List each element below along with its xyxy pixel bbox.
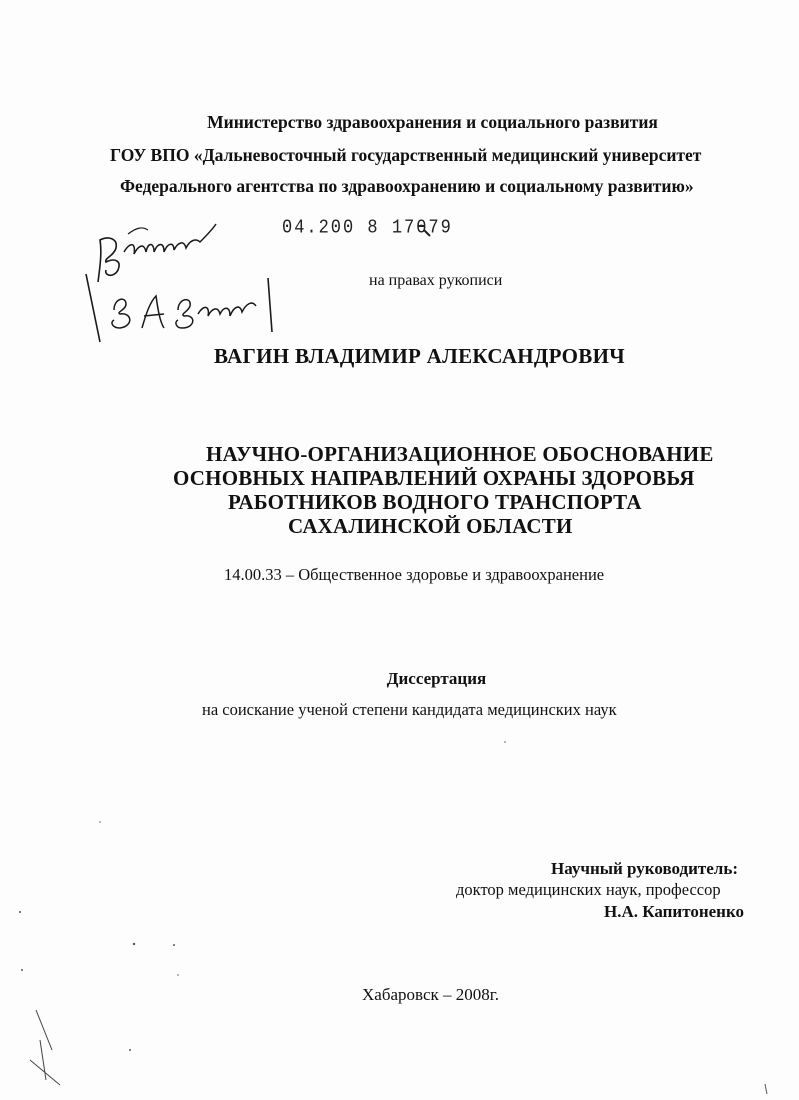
specialty-line: 14.00.33 – Общественное здоровье и здравоохранение	[224, 565, 605, 584]
title-line: ОСНОВНЫХ НАПРАВЛЕНИЙ ОХРАНЫ ЗДОРОВЬЯ	[173, 466, 695, 490]
supervisor-label: Научный руководитель:	[551, 859, 738, 878]
ministry-line: Министерство здравоохранения и социального развития	[207, 112, 658, 132]
title-line: РАБОТНИКОВ ВОДНОГО ТРАНСПОРТА	[228, 490, 642, 514]
title-line: НАУЧНО-ОРГАНИЗАЦИОННОЕ ОБОСНОВАНИЕ	[206, 442, 714, 466]
title-line: САХАЛИНСКОЙ ОБЛАСТИ	[288, 514, 573, 538]
registration-stamp: 04.200 8 17079	[282, 217, 453, 240]
dissertation-degree: на соискание ученой степени кандидата медицинских наук	[202, 700, 617, 719]
author-name: ВАГИН ВЛАДИМИР АЛЕКСАНДРОВИЧ	[214, 344, 625, 368]
university-line: ГОУ ВПО «Дальневосточный государственный медицинский университет	[110, 145, 702, 165]
supervisor-name: Н.А. Капитоненко	[604, 902, 745, 921]
agency-line: Федерального агентства по здравоохранению и социальному развитию»	[120, 176, 694, 196]
supervisor-title: доктор медицинских наук, профессор	[456, 880, 721, 899]
dissertation-label: Диссертация	[386, 669, 487, 688]
city-year: Хабаровск – 2008г.	[362, 985, 500, 1004]
manuscript-note: на правах рукописи	[369, 272, 503, 289]
